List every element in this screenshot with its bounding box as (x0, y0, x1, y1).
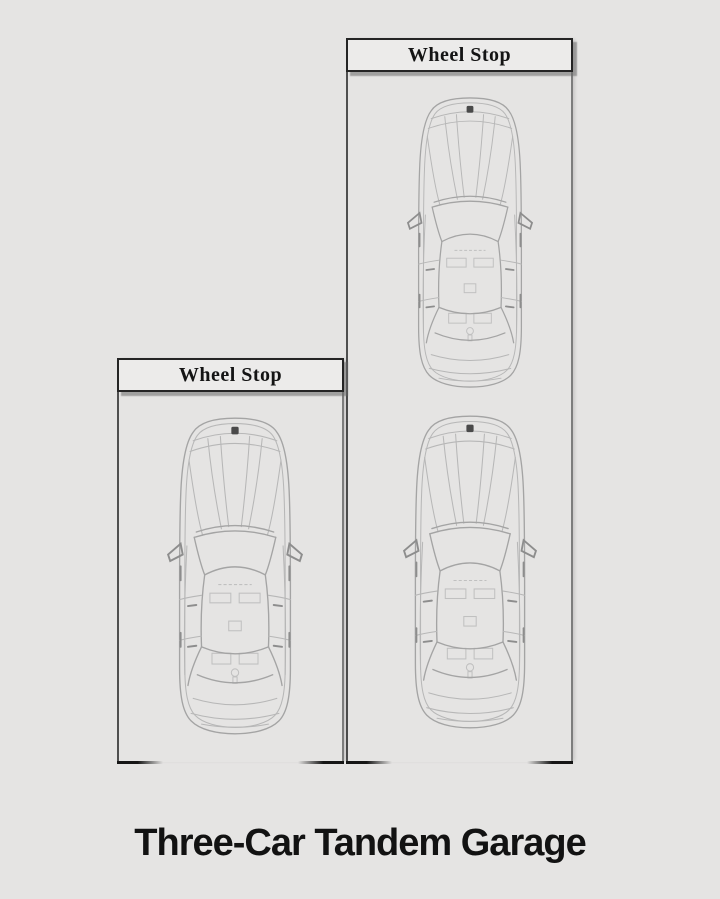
car-top-view-icon (406, 95, 534, 390)
car-top-view-icon (402, 413, 538, 731)
wheel-stop-bar-tandem (346, 38, 573, 72)
wheel-stop-label: Wheel Stop (178, 364, 283, 386)
diagram-title: Three-Car Tandem Garage (134, 822, 586, 864)
tandem-bay (346, 38, 573, 762)
car-top-view-icon (166, 415, 304, 737)
single-bay (117, 358, 344, 762)
wheel-stop-bar-single (117, 358, 344, 392)
wheel-stop-label: Wheel Stop (407, 44, 512, 66)
